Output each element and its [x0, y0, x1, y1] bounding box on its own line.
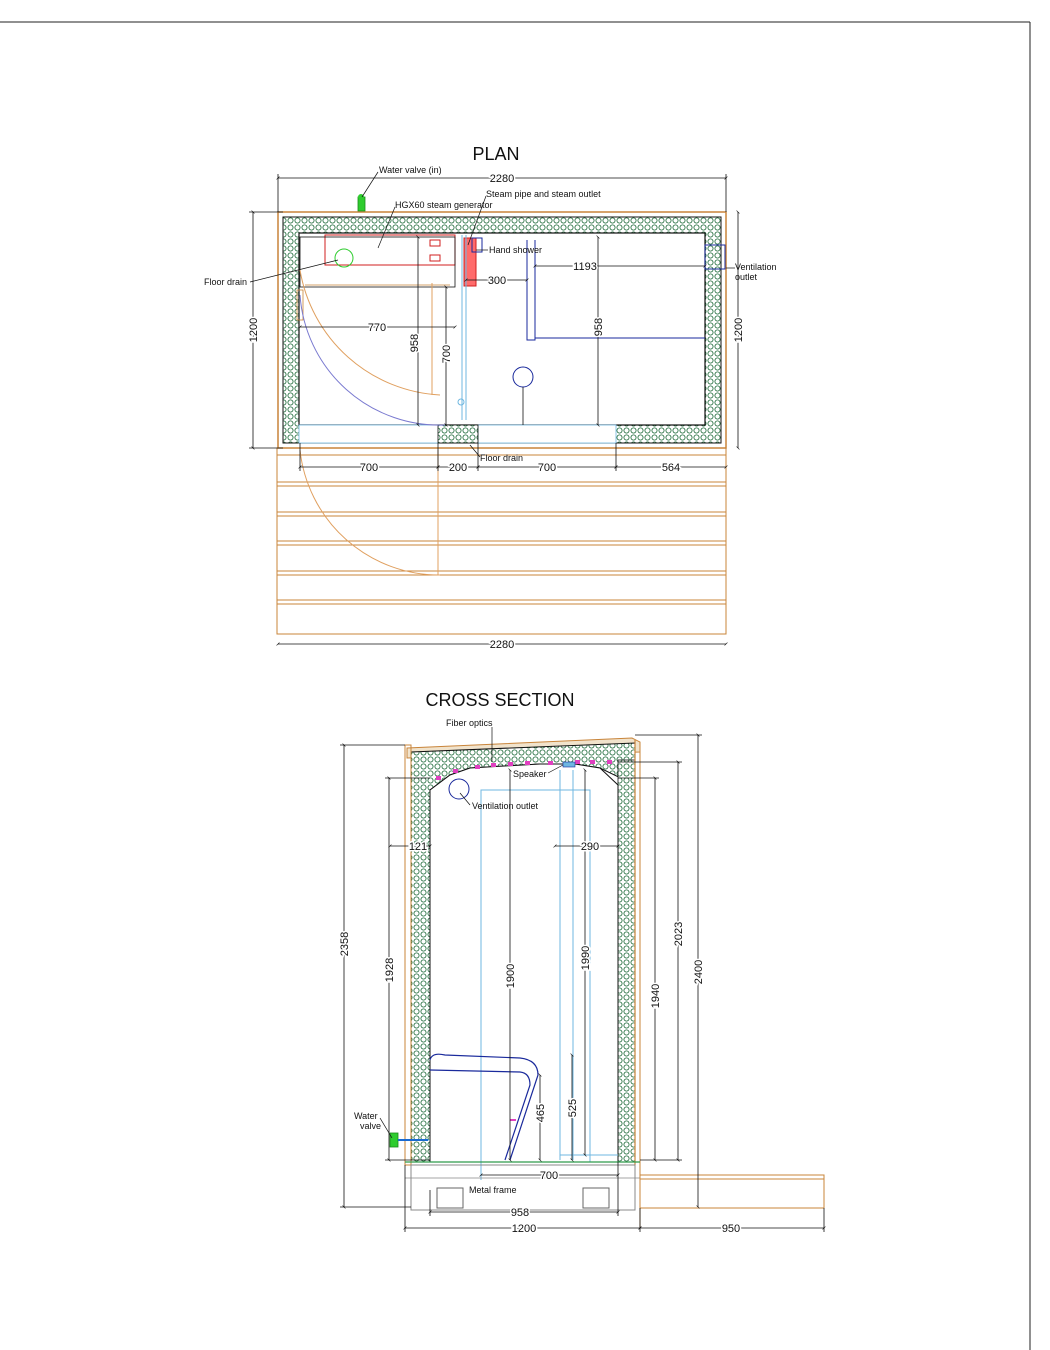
dim-section-2400: 2400	[693, 959, 705, 985]
dim-section-465: 465	[535, 1103, 547, 1123]
dim-plan-bottom-700-a: 700	[359, 462, 379, 474]
plan-interior	[299, 233, 705, 425]
label-hand-shower: Hand shower	[489, 245, 543, 255]
label-floor-drain-bottom: Floor drain	[480, 453, 524, 463]
label-metal-frame: Metal frame	[469, 1185, 517, 1195]
dim-plan-height-left: 1200	[248, 317, 260, 343]
dim-plan-958-right: 958	[593, 317, 605, 337]
label-steam-pipe: Steam pipe and steam outlet	[486, 189, 601, 199]
plan-title: PLAN	[472, 144, 520, 164]
dim-section-1200: 1200	[511, 1223, 537, 1235]
dim-section-1900: 1900	[505, 963, 517, 989]
label-ventilation-outlet-2: outlet	[735, 272, 758, 282]
dim-section-2023: 2023	[673, 921, 685, 947]
dim-plan-958-left: 958	[409, 333, 421, 353]
label-water-valve-2: valve	[360, 1121, 382, 1131]
dim-section-1940: 1940	[650, 983, 662, 1009]
label-water-valve-in: Water valve (in)	[379, 165, 442, 175]
label-fiber-optics: Fiber optics	[446, 718, 493, 728]
label-water-valve-1: Water	[354, 1111, 378, 1121]
dim-section-950: 950	[721, 1223, 741, 1235]
dim-plan-height-right: 1200	[733, 317, 745, 343]
label-floor-drain-left: Floor drain	[204, 277, 248, 287]
dim-section-2358: 2358	[339, 931, 351, 957]
dim-plan-bottom-700-b: 700	[537, 462, 557, 474]
label-ventilation-outlet-1: Ventilation	[735, 262, 777, 272]
plan-front-opening	[299, 425, 439, 443]
dim-section-700: 700	[539, 1170, 559, 1182]
dim-plan-700-vert: 700	[441, 344, 453, 364]
dim-section-958: 958	[510, 1207, 530, 1219]
label-ventilation-outlet: Ventilation outlet	[472, 801, 539, 811]
section-title: CROSS SECTION	[425, 690, 575, 710]
cross-section-view	[339, 690, 824, 1235]
dim-section-525: 525	[567, 1098, 579, 1118]
plan-view	[204, 144, 777, 651]
label-speaker: Speaker	[513, 769, 547, 779]
dim-section-290: 290	[580, 841, 600, 853]
dim-plan-width-top: 2280	[489, 173, 515, 185]
dim-plan-300: 300	[487, 275, 507, 287]
speaker-icon	[563, 762, 575, 767]
section-deck	[640, 1175, 824, 1208]
label-steam-generator: HGX60 steam generator	[395, 200, 493, 210]
dim-plan-1193: 1193	[573, 261, 597, 273]
dim-section-1990: 1990	[580, 945, 592, 971]
dim-plan-770: 770	[367, 322, 387, 334]
dim-plan-width-bottom: 2280	[489, 639, 515, 651]
plan-deck	[277, 448, 726, 634]
dim-section-1928: 1928	[384, 957, 396, 983]
water-valve-icon	[358, 194, 365, 211]
dim-plan-bottom-200: 200	[448, 462, 468, 474]
dim-section-121: 121	[408, 841, 428, 853]
section-outer-wall-left	[405, 745, 411, 1165]
dim-plan-bottom-564: 564	[661, 462, 681, 474]
